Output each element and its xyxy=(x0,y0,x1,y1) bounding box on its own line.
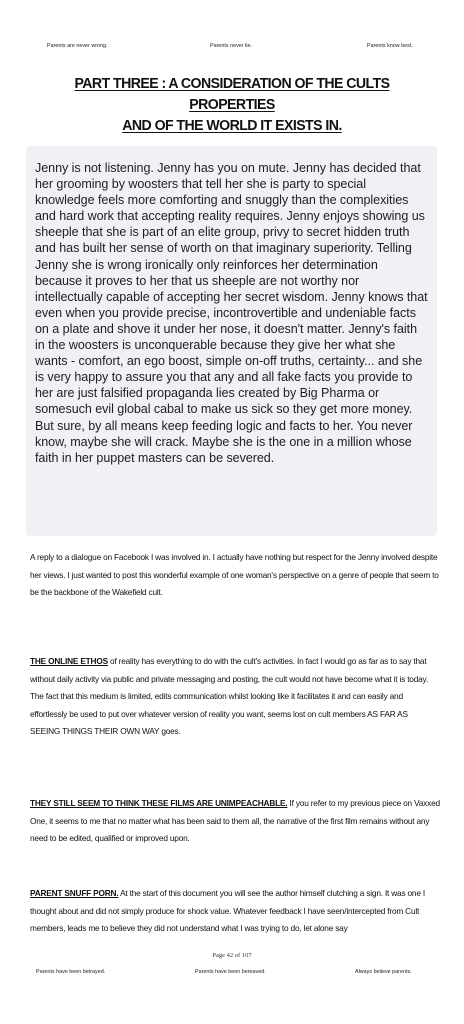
paragraph-lead-films-unimpeachable: THEY STILL SEEM TO THINK THESE FILMS ARE UNIMPEACHABLE. xyxy=(30,798,288,808)
paragraph-body-films-unimpeachable: If you refer to my previous piece on Vaxxed One, it seems to me that no matter what has been said to them all, the narrative of the first film remains without any need to be edited, qualified or improved upon. xyxy=(30,798,440,843)
quoted-facebook-comment: Jenny is not listening. Jenny has you on mute. Jenny has decided that her grooming by woosters that tell her she is party to special knowledge feels more comforting and snuggly than the complexities and hard work that accepting reality requires. Jenny enjoys showing us sheeple that she is part of an elite group, privy to secret hidden truth and has built her sense of worth on that imaginary superiority. Telling Jenny she is wrong ironically only reinforces her determination because it proves to her that us sheeple are not worthy nor intellectually capable of accepting her secret wisdom. Jenny knows that even when you provide precise, incontrovertible and undeniable facts on a plate and shove it under her nose, it doesn't matter. Jenny's faith in the woosters is unconquerable because they give her what she wants - comfort, an ego boost, simple on-off truths, certainty... and she is very happy to assure you that any and all fake facts you provide to her are just falsified propaganda lies created by Big Pharma or somesuch evil global cabal to make us sick so they get more money. But sure, by all means keep feeding logic and facts to her. You never know, maybe she will crack. Maybe she is the one in a million whose faith in her puppet masters can be severed. xyxy=(26,146,437,536)
section-title xyxy=(35,73,429,136)
footer-left-text: Parents have been betrayed. xyxy=(36,969,106,975)
paragraph-lead-online-ethos: THE ONLINE ETHOS xyxy=(30,656,108,666)
header-center-text: Parents never lie. xyxy=(210,43,252,49)
page-number: Page 42 of 107 xyxy=(212,952,252,959)
section-title-line-2: AND OF THE WORLD IT EXISTS IN. xyxy=(122,117,342,134)
page-header xyxy=(0,43,464,55)
paragraph-parent-snuff-porn xyxy=(30,885,440,938)
footer-right-text: Always believe parents. xyxy=(355,969,412,975)
footer-center-text: Parents have been bereaved. xyxy=(195,969,266,975)
header-right-text: Parents know best. xyxy=(367,43,413,49)
paragraph-films-unimpeachable xyxy=(30,795,440,848)
section-title-line-1: PART THREE : A CONSIDERATION OF THE CULTS PROPERTIES xyxy=(74,75,390,113)
header-left-text: Parents are never wrong. xyxy=(47,43,108,49)
paragraph-facebook-reply: A reply to a dialogue on Facebook I was involved in. I actually have nothing but respect for the Jenny involved despite her views. I just wanted to post this wonderful example of one woman's perspective on a genre of people that seem to be the backbone of the Wakefield cult. xyxy=(30,552,439,597)
paragraph-lead-parent-snuff-porn: PARENT SNUFF PORN. xyxy=(30,888,119,898)
paragraph-body-online-ethos: of reality has everything to do with the cult's activities. In fact I would go as far as to say that without daily activity via public and private messaging and posting, the cult would not have become what it is today. The fact that this medium is limited, edits communication whilst looking like it facilitates it and can easily and effortlessly be used to put over whatever version of reality you want, seems lost on cult members AS FAR AS SEEING THINGS THEIR OWN WAY goes. xyxy=(30,656,428,736)
paragraph-body-parent-snuff-porn: At the start of this document you will see the author himself clutching a sign. It was one I thought about and did not simply produce for shock value. Whatever feedback I have seen/intercepted from Cult members, leads me to believe they did not understand what I was trying to do, let alone say xyxy=(30,888,425,933)
paragraph-online-ethos xyxy=(30,653,440,741)
page-footer xyxy=(0,969,464,981)
